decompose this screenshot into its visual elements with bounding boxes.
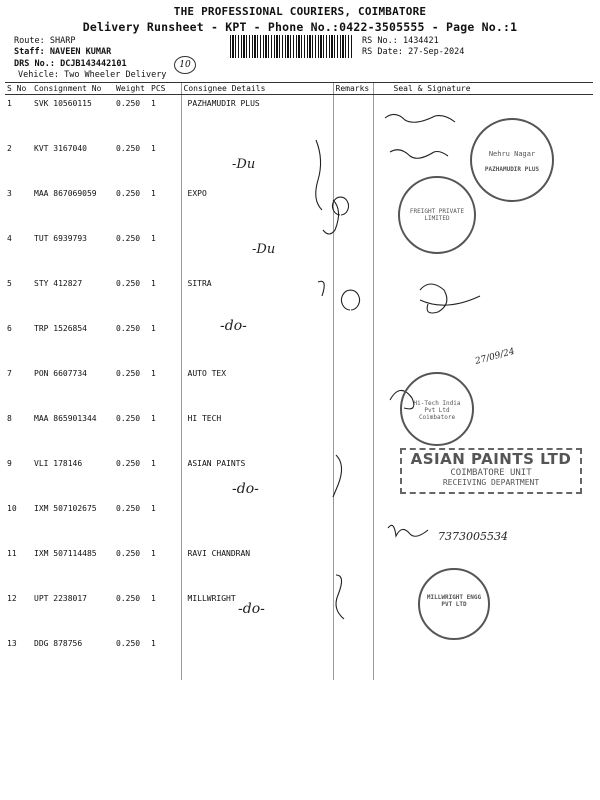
vehicle-label: Vehicle: bbox=[18, 70, 59, 80]
col-consignee: Consignee Details bbox=[181, 83, 333, 95]
cell-consignee bbox=[181, 500, 333, 545]
table-row bbox=[5, 635, 593, 680]
cell-remarks bbox=[333, 230, 373, 275]
vehicle-value: Two Wheeler Delivery bbox=[64, 70, 167, 80]
cell-consignment: STY 412827 bbox=[34, 279, 83, 288]
cell-pcs: 1 bbox=[151, 639, 156, 648]
cell-remarks bbox=[333, 455, 373, 500]
cell-sno: 11 bbox=[7, 549, 17, 558]
cell-seal bbox=[373, 635, 593, 680]
stamp-millwright bbox=[418, 568, 490, 640]
stamp-pazhamudir-sub: Nehru Nagar bbox=[488, 150, 536, 158]
company-title: THE PROFESSIONAL COURIERS, COIMBATORE bbox=[173, 5, 427, 18]
drs-label: DRS No.: bbox=[14, 59, 55, 69]
cell-pcs: 1 bbox=[151, 279, 156, 288]
cell-consignment: DDG 878756 bbox=[34, 639, 83, 648]
cell-seal bbox=[373, 320, 593, 365]
cell-consignee bbox=[181, 140, 333, 185]
ditto-2: -Du bbox=[232, 157, 256, 172]
cell-pcs: 1 bbox=[151, 549, 156, 558]
cell-pcs: 1 bbox=[151, 144, 156, 153]
ditto-13: -do- bbox=[238, 601, 265, 617]
cell-remarks bbox=[333, 140, 373, 185]
staff-label: Staff: bbox=[14, 47, 45, 57]
cell-weight: 0.250 bbox=[116, 639, 141, 648]
cell-consignee: PAZHAMUDIR PLUS bbox=[181, 95, 333, 141]
cell-sno: 3 bbox=[7, 189, 12, 198]
table-row bbox=[5, 500, 593, 545]
rs-date-line bbox=[362, 47, 464, 57]
cell-consignee: HI TECH bbox=[181, 410, 333, 455]
cell-remarks bbox=[333, 275, 373, 320]
cell-consignee: AUTO TEX bbox=[181, 365, 333, 410]
cell-consignment: UPT 2238017 bbox=[34, 594, 87, 603]
cell-sno: 8 bbox=[7, 414, 12, 423]
rs-date-value: 27-Sep-2024 bbox=[408, 47, 465, 57]
cell-remarks bbox=[333, 320, 373, 365]
cell-consignment: TUT 6939793 bbox=[34, 234, 87, 243]
stamp-millwright-text: MILLWRIGHT ENGG PVT LTD bbox=[426, 594, 482, 608]
cell-consignment: MAA 865901344 bbox=[34, 414, 97, 423]
ditto-6: -do- bbox=[220, 318, 247, 334]
cell-pcs: 1 bbox=[151, 234, 156, 243]
cell-weight: 0.250 bbox=[116, 414, 141, 423]
cell-sno: 2 bbox=[7, 144, 12, 153]
cell-consignee bbox=[181, 635, 333, 680]
cell-sno: 4 bbox=[7, 234, 12, 243]
route-line bbox=[14, 36, 75, 46]
cell-consignment: MAA 867069059 bbox=[34, 189, 97, 198]
cell-pcs: 1 bbox=[151, 459, 156, 468]
col-weight: Weight bbox=[114, 83, 149, 95]
stamp-asian-sub: COIMBATORE UNIT bbox=[450, 468, 532, 478]
table-row bbox=[5, 275, 593, 320]
cell-consignee: EXPO bbox=[181, 185, 333, 230]
cell-weight: 0.250 bbox=[116, 144, 141, 153]
stamp-freight bbox=[398, 176, 476, 254]
stamp-asian-name: ASIAN PAINTS LTD bbox=[410, 450, 572, 468]
cell-sno: 13 bbox=[7, 639, 17, 648]
cell-seal bbox=[373, 275, 593, 320]
phone-note: 7373005534 bbox=[438, 530, 508, 543]
cell-pcs: 1 bbox=[151, 594, 156, 603]
cell-consignee: MILLWRIGHT bbox=[181, 590, 333, 635]
cell-consignment: IXM 507102675 bbox=[34, 504, 97, 513]
rs-no-label: RS No.: bbox=[362, 36, 398, 46]
cell-weight: 0.250 bbox=[116, 504, 141, 513]
stamp-pazhamudir bbox=[470, 118, 554, 202]
cell-sno: 5 bbox=[7, 279, 12, 288]
cell-consignment: VLI 178146 bbox=[34, 459, 83, 468]
cell-consignee: RAVI CHANDRAN bbox=[181, 545, 333, 590]
cell-pcs: 1 bbox=[151, 369, 156, 378]
cell-weight: 0.250 bbox=[116, 234, 141, 243]
cell-weight: 0.250 bbox=[116, 324, 141, 333]
table-row bbox=[5, 365, 593, 410]
barcode bbox=[230, 35, 353, 58]
cell-weight: 0.250 bbox=[116, 189, 141, 198]
cell-weight: 0.250 bbox=[116, 549, 141, 558]
date-note: 27/09/24 bbox=[474, 346, 516, 367]
stamp-freight-text: FREIGHT PRIVATE LIMITED bbox=[409, 208, 465, 222]
cell-sno: 12 bbox=[7, 594, 17, 603]
cell-pcs: 1 bbox=[151, 504, 156, 513]
table-row bbox=[5, 230, 593, 275]
cell-weight: 0.250 bbox=[116, 594, 141, 603]
route-value: SHARP bbox=[49, 36, 76, 46]
cell-remarks bbox=[333, 590, 373, 635]
stamp-asian-dept: RECEIVING DEPARTMENT bbox=[442, 478, 540, 487]
col-consignment: Consignment No bbox=[32, 83, 114, 95]
cell-remarks bbox=[333, 95, 373, 141]
cell-consignment: KVT 3167040 bbox=[34, 144, 87, 153]
cell-weight: 0.250 bbox=[116, 369, 141, 378]
vehicle-line bbox=[18, 70, 166, 80]
cell-pcs: 1 bbox=[151, 324, 156, 333]
cell-seal bbox=[373, 500, 593, 545]
staff-line bbox=[14, 47, 111, 57]
rs-no-value: 1434421 bbox=[402, 36, 439, 46]
cell-pcs: 1 bbox=[151, 99, 156, 108]
stamp-asian-paints bbox=[400, 448, 582, 494]
route-label: Route: bbox=[14, 36, 45, 46]
cell-consignee bbox=[181, 320, 333, 365]
col-seal: Seal & Signature bbox=[373, 83, 593, 95]
table-row bbox=[5, 545, 593, 590]
cell-weight: 0.250 bbox=[116, 459, 141, 468]
cell-remarks bbox=[333, 500, 373, 545]
cell-consignment: TRP 1526854 bbox=[34, 324, 87, 333]
cell-consignment: SVK 10560115 bbox=[34, 99, 92, 108]
ditto-10: -do- bbox=[232, 481, 259, 497]
drs-line bbox=[14, 59, 127, 69]
cell-remarks bbox=[333, 410, 373, 455]
staff-value: NAVEEN KUMAR bbox=[49, 47, 112, 57]
cell-pcs: 1 bbox=[151, 414, 156, 423]
cell-sno: 7 bbox=[7, 369, 12, 378]
cell-consignee: ASIAN PAINTS bbox=[181, 455, 333, 500]
stamp-hitech-text: Hi-Tech India Pvt Ltd Coimbatore bbox=[413, 400, 461, 421]
table-header-row bbox=[5, 83, 593, 95]
cell-consignment: IXM 507114485 bbox=[34, 549, 97, 558]
cell-sno: 1 bbox=[7, 99, 12, 108]
stamp-hitech bbox=[400, 372, 474, 446]
col-sno: S No bbox=[5, 83, 32, 95]
table-row bbox=[5, 590, 593, 635]
col-pcs: PCS bbox=[149, 83, 181, 95]
cell-consignee: SITRA bbox=[181, 275, 333, 320]
cell-remarks bbox=[333, 635, 373, 680]
stamp-pazhamudir-name: PAZHAMUDIR PLUS bbox=[484, 166, 540, 173]
cell-sno: 9 bbox=[7, 459, 12, 468]
cell-remarks bbox=[333, 365, 373, 410]
rs-no-line bbox=[362, 36, 439, 46]
cell-consignee bbox=[181, 230, 333, 275]
table-row bbox=[5, 320, 593, 365]
cell-pcs: 1 bbox=[151, 189, 156, 198]
cell-weight: 0.250 bbox=[116, 279, 141, 288]
cell-remarks bbox=[333, 185, 373, 230]
cell-sno: 6 bbox=[7, 324, 12, 333]
ditto-4: -Du bbox=[252, 242, 276, 257]
cell-weight: 0.250 bbox=[116, 99, 141, 108]
circled-mark: 10 bbox=[174, 56, 196, 74]
sheet-title: Delivery Runsheet - KPT - Phone No.:0422-3505555 - Page No.:1 bbox=[82, 20, 518, 34]
cell-remarks bbox=[333, 545, 373, 590]
drs-value: DCJB143442101 bbox=[60, 59, 127, 69]
cell-sno: 10 bbox=[7, 504, 17, 513]
rs-date-label: RS Date: bbox=[362, 47, 403, 57]
cell-consignment: PON 6607734 bbox=[34, 369, 87, 378]
col-remarks: Remarks bbox=[333, 83, 373, 95]
